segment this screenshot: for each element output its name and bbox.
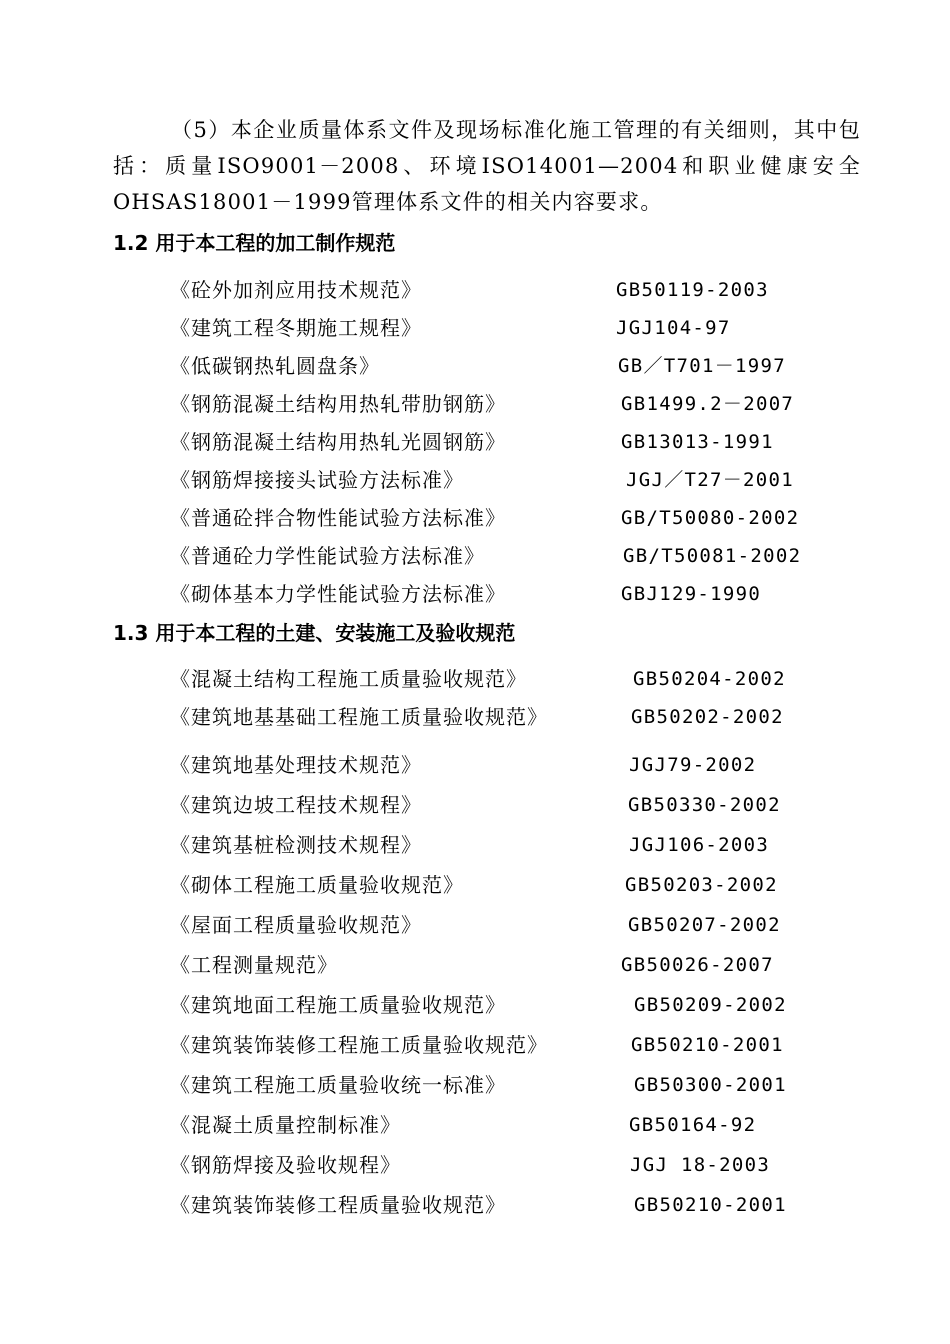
standard-row bbox=[170, 989, 860, 1021]
standard-name: 《钢筋混凝土结构用热轧带肋钢筋》 bbox=[170, 392, 506, 416]
standard-code: JGJ79-2002 bbox=[629, 754, 757, 776]
standard-row bbox=[170, 426, 860, 458]
standard-name: 《建筑地基处理技术规范》 bbox=[170, 753, 422, 777]
standard-name: 《低碳钢热轧圆盘条》 bbox=[170, 354, 380, 378]
standard-code: JGJ104-97 bbox=[616, 317, 731, 339]
standard-code: GB50300-2001 bbox=[634, 1074, 787, 1096]
standard-name: 《钢筋焊接接头试验方法标准》 bbox=[170, 468, 464, 492]
standard-code: GB／T701－1997 bbox=[618, 355, 786, 377]
intro-block bbox=[113, 112, 861, 220]
standard-code: GB/T50080-2002 bbox=[621, 507, 800, 529]
standard-code: JGJ 18-2003 bbox=[630, 1154, 771, 1176]
standard-code: GB50204-2002 bbox=[633, 668, 786, 690]
standard-row bbox=[170, 388, 860, 420]
section-heading-1-2: 1.2 用于本工程的加工制作规范 bbox=[113, 231, 396, 255]
standard-name: 《混凝土结构工程施工质量验收规范》 bbox=[170, 667, 527, 691]
standard-code: GB50164-92 bbox=[629, 1114, 757, 1136]
standard-code: GB50330-2002 bbox=[628, 794, 781, 816]
standard-code: GB50026-2007 bbox=[621, 954, 774, 976]
standard-name: 《砌体基本力学性能试验方法标准》 bbox=[170, 582, 506, 606]
standard-row bbox=[170, 663, 860, 695]
standard-row bbox=[170, 1149, 860, 1181]
standard-row bbox=[170, 350, 860, 382]
standard-name: 《建筑地基基础工程施工质量验收规范》 bbox=[170, 705, 548, 729]
standard-row bbox=[170, 1029, 860, 1061]
standard-row bbox=[170, 1109, 860, 1141]
standard-code: GB13013-1991 bbox=[621, 431, 774, 453]
standard-name: 《建筑边坡工程技术规程》 bbox=[170, 793, 422, 817]
standard-name: 《普通砼力学性能试验方法标准》 bbox=[170, 544, 485, 568]
standard-row bbox=[170, 701, 860, 733]
standard-name: 《钢筋焊接及验收规程》 bbox=[170, 1153, 401, 1177]
intro-paragraph: （5）本企业质量体系文件及现场标准化施工管理的有关细则，其中包括：质量ISO9001－2008、环境ISO14001—2004和职业健康安全OHSAS18001－1999管理体系文件的相关内容要求。 bbox=[113, 118, 861, 214]
standard-name: 《混凝土质量控制标准》 bbox=[170, 1113, 401, 1137]
standard-name: 《建筑工程施工质量验收统一标准》 bbox=[170, 1073, 506, 1097]
standard-row bbox=[170, 1069, 860, 1101]
standard-name: 《建筑装饰装修工程施工质量验收规范》 bbox=[170, 1033, 548, 1057]
standard-row bbox=[170, 869, 860, 901]
standard-name: 《砌体工程施工质量验收规范》 bbox=[170, 873, 464, 897]
section-heading-1-3: 1.3 用于本工程的土建、安装施工及验收规范 bbox=[113, 621, 516, 645]
standard-name: 《建筑基桩检测技术规程》 bbox=[170, 833, 422, 857]
standard-row bbox=[170, 789, 860, 821]
standard-code: GBJ129-1990 bbox=[621, 583, 762, 605]
standard-code: GB50203-2002 bbox=[625, 874, 778, 896]
standard-code: GB1499.2－2007 bbox=[621, 393, 795, 415]
standard-name: 《建筑工程冬期施工规程》 bbox=[170, 316, 422, 340]
standard-row bbox=[170, 540, 860, 572]
standard-row bbox=[170, 578, 860, 610]
standard-name: 《砼外加剂应用技术规范》 bbox=[170, 278, 422, 302]
standard-code: JGJ106-2003 bbox=[629, 834, 770, 856]
standard-row bbox=[170, 274, 860, 306]
standard-row bbox=[170, 949, 860, 981]
standard-row bbox=[170, 909, 860, 941]
standard-code: GB50210-2001 bbox=[631, 1034, 784, 1056]
standard-row bbox=[170, 312, 860, 344]
standard-row bbox=[170, 502, 860, 534]
standard-name: 《屋面工程质量验收规范》 bbox=[170, 913, 422, 937]
standard-code: GB50119-2003 bbox=[616, 279, 769, 301]
standard-code: GB50209-2002 bbox=[634, 994, 787, 1016]
standard-row bbox=[170, 749, 860, 781]
standard-code: GB50210-2001 bbox=[634, 1194, 787, 1216]
standard-code: GB/T50081-2002 bbox=[623, 545, 802, 567]
standard-name: 《普通砼拌合物性能试验方法标准》 bbox=[170, 506, 506, 530]
standard-row bbox=[170, 464, 860, 496]
standard-code: GB50202-2002 bbox=[631, 706, 784, 728]
standard-name: 《建筑装饰装修工程质量验收规范》 bbox=[170, 1193, 506, 1217]
standard-name: 《工程测量规范》 bbox=[170, 953, 338, 977]
standard-row bbox=[170, 829, 860, 861]
standard-name: 《建筑地面工程施工质量验收规范》 bbox=[170, 993, 506, 1017]
standard-code: GB50207-2002 bbox=[628, 914, 781, 936]
standard-name: 《钢筋混凝土结构用热轧光圆钢筋》 bbox=[170, 430, 506, 454]
standard-code: JGJ／T27－2001 bbox=[626, 469, 794, 491]
standard-row bbox=[170, 1189, 860, 1221]
